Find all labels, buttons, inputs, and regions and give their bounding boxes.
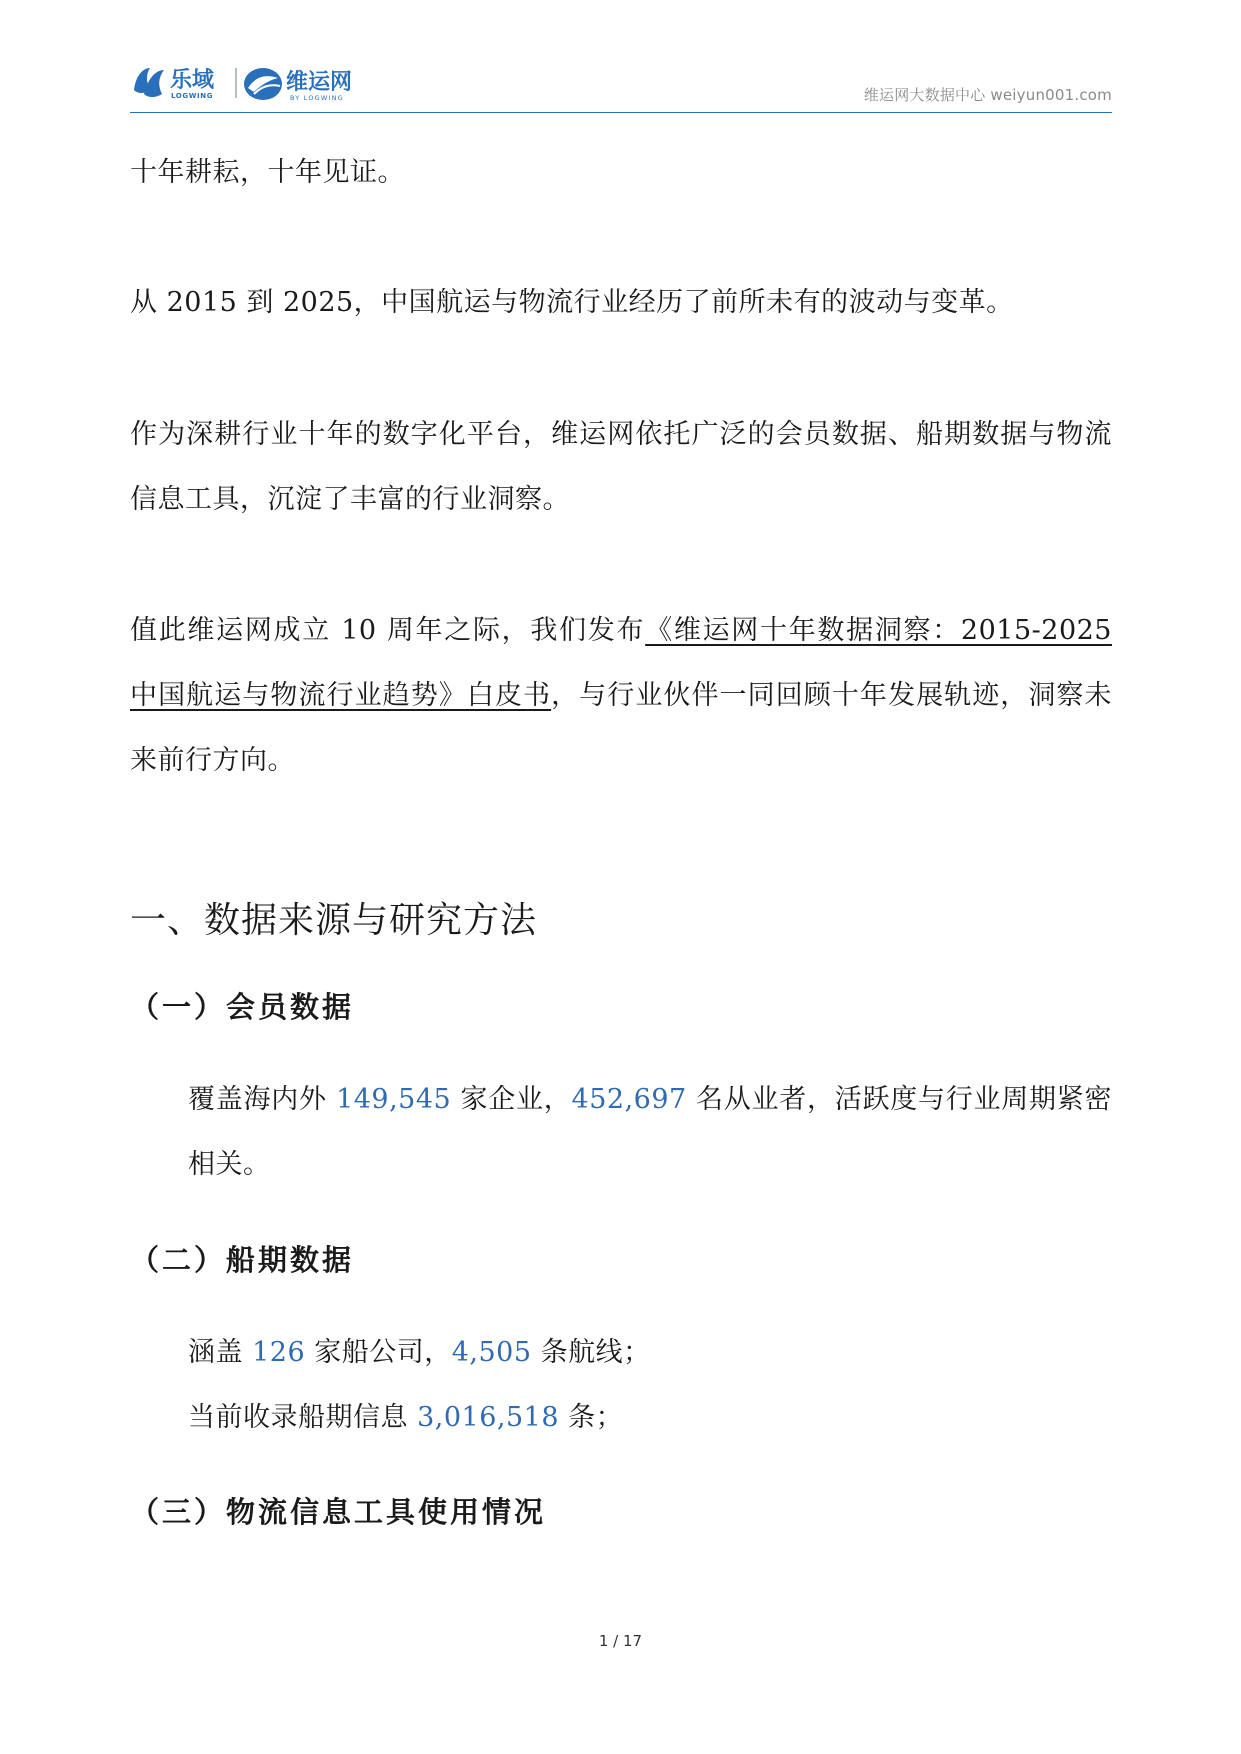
schedule-record-count: 3,016,518 (417, 1402, 560, 1433)
schedule-text-2: 家船公司， (305, 1337, 452, 1368)
whitepaper-link[interactable]: 《维运网十年数据洞察：2015-2025 中国航运与物流行业趋势》白皮书 (130, 615, 1112, 711)
page-number: 1 / 17 (598, 1632, 643, 1650)
logo-left-sub: LOGWING (171, 92, 214, 100)
member-text-3: 名从业者，活跃度与行业周期紧密相关。 (188, 1084, 1112, 1180)
schedule-line-2 (130, 1385, 1112, 1450)
header-site-label: 维运网大数据中心 weiyun001.com (863, 86, 1112, 104)
schedule-text-4: 当前收录船期信息 (188, 1402, 418, 1433)
subsection-schedule-data-title: （二）船期数据 (130, 1243, 355, 1277)
schedule-text-3: 条航线； (531, 1337, 651, 1368)
intro-paragraph-1: 十年耕耘，十年见证。 (130, 157, 405, 188)
enterprise-count: 149,545 (336, 1084, 452, 1115)
member-data-paragraph (130, 1067, 1112, 1197)
subsection-tool-usage-title: （三）物流信息工具使用情况 (130, 1495, 547, 1529)
logo-right-text: 维运网 (286, 70, 353, 95)
route-count: 4,505 (451, 1337, 532, 1368)
intro-p4-before: 值此维运网成立 10 周年之际，我们发布 (130, 615, 646, 646)
subsection-member-data-title: （一）会员数据 (130, 990, 355, 1024)
practitioner-count: 452,697 (571, 1084, 687, 1115)
intro-paragraph-3: 作为深耕行业十年的数字化平台，维运网依托广泛的会员数据、船期数据与物流信息工具，沉淀了丰富的行业洞察。 (130, 419, 1112, 515)
intro-paragraph-2: 从 2015 到 2025，中国航运与物流行业经历了前所未有的波动与变革。 (130, 287, 1014, 318)
schedule-text-1: 涵盖 (188, 1337, 253, 1368)
page-header (130, 58, 1112, 113)
intro-p4-after: ，与行业伙伴一同回顾十年发展轨迹，洞察未来前行方向。 (130, 680, 1113, 776)
carrier-count: 126 (252, 1337, 306, 1368)
logo-left-text: 乐域 (170, 68, 215, 93)
member-text-1: 覆盖海内外 (188, 1084, 337, 1115)
schedule-text-5: 条； (559, 1402, 624, 1433)
section-1-title: 一、数据来源与研究方法 (130, 900, 538, 941)
intro-paragraph-4 (130, 598, 1112, 793)
schedule-line-1 (130, 1320, 1112, 1385)
logo-right-sub: BY LOGWING (290, 94, 344, 102)
brand-logos (130, 60, 380, 104)
logwing-logo-icon (130, 60, 380, 104)
member-text-2: 家企业， (451, 1084, 572, 1115)
